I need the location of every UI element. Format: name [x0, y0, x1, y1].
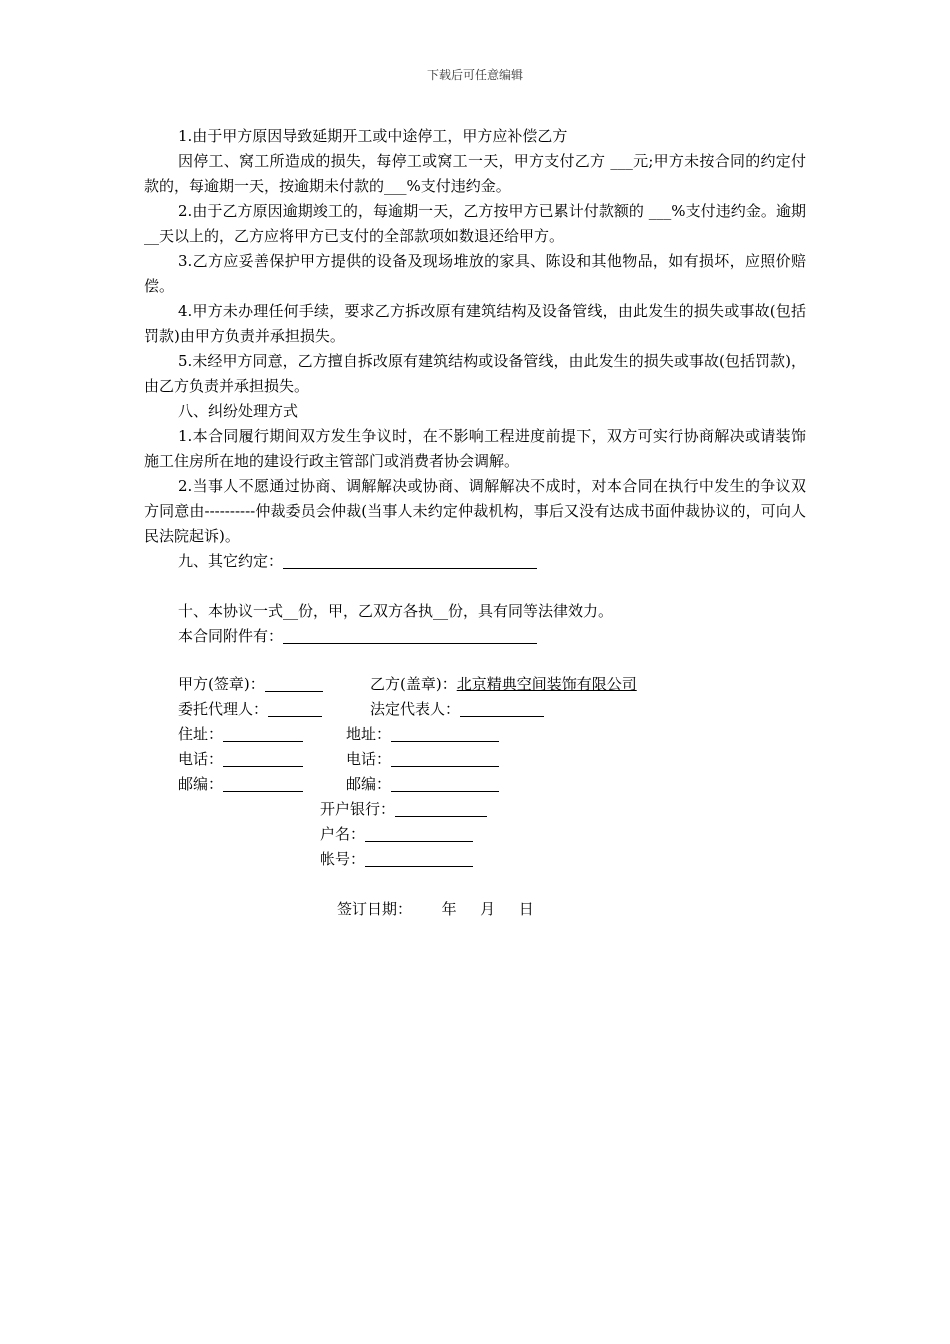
section-9-label: 九、其它约定： [178, 552, 284, 570]
agent-sign [178, 697, 322, 722]
account-no-label: 帐号： [320, 850, 366, 868]
phone-a [178, 747, 303, 772]
account-no-blank [365, 850, 473, 867]
address-a-label: 住址： [178, 725, 224, 743]
sign-date-label: 签订日期： [337, 900, 413, 918]
bank-blank [395, 800, 487, 817]
address-a-blank [223, 725, 303, 742]
sign-date-month: 月 [480, 900, 496, 918]
party-a-label: 甲方(签章)： [178, 675, 265, 693]
legal-rep-blank [460, 700, 544, 717]
address-b-label: 地址： [346, 725, 392, 743]
section-10: 十、本协议一式__份，甲，乙双方各执__份，具有同等法律效力。 [178, 602, 614, 620]
agent-blank [268, 700, 322, 717]
clause-3: 3.乙方应妥善保护甲方提供的设备及现场堆放的家具、陈设和其他物品，如有损坏，应照价赔偿。 [144, 252, 806, 295]
clause-5: 5.未经甲方同意，乙方擅自拆改原有建筑结构或设备管线，由此发生的损失或事故(包括罚款)，由乙方负责并承担损失。 [144, 352, 806, 395]
bank-label: 开户银行： [320, 800, 396, 818]
contract-body [144, 124, 806, 649]
clause-2: 2.由于乙方原因逾期竣工的，每逾期一天，乙方按甲方已累计付款额的 ___%支付违约金。逾期__天以上的，乙方应将甲方已支付的全部款项如数退还给甲方。 [144, 202, 806, 245]
phone-b [346, 747, 499, 772]
postcode-b [346, 772, 499, 797]
bank [320, 797, 487, 822]
page-header: 下载后可任意编辑 [426, 68, 523, 82]
party-b-label: 乙方(盖章)： [370, 675, 457, 693]
section-8-title: 八、纠纷处理方式 [178, 402, 299, 420]
phone-b-blank [391, 750, 499, 767]
postcode-b-blank [391, 775, 499, 792]
clause-4: 4.甲方未办理任何手续，要求乙方拆改原有建筑结构及设备管线，由此发生的损失或事故(包括罚款)由甲方负责并承担损失。 [144, 302, 806, 345]
postcode-a [178, 772, 303, 797]
legal-rep-label: 法定代表人： [370, 700, 461, 718]
legal-rep-sign [370, 697, 544, 722]
phone-a-label: 电话： [178, 750, 224, 768]
attachments [144, 624, 806, 649]
clause-1-line1: 1.由于甲方原因导致延期开工或中途停工，甲方应补偿乙方 [178, 127, 568, 145]
postcode-a-label: 邮编： [178, 775, 224, 793]
account-no [320, 847, 473, 872]
clause-1-line2: 因停工、窝工所造成的损失，每停工或窝工一天，甲方支付乙方 ___元;甲方未按合同的约定付款的，每逾期一天，按逾期未付款的___%支付违约金。 [144, 152, 806, 195]
agent-label: 委托代理人： [178, 700, 269, 718]
section-9-blank [283, 552, 537, 569]
section-8-item-2: 2.当事人不愿通过协商、调解解决或协商、调解解决不成时，对本合同在执行中发生的争议双方同意由----------仲裁委员会仲裁(当事人未约定仲裁机构，事后又没有达成书面仲裁协议的，可向人民法院起诉)。 [144, 477, 806, 545]
address-b-blank [391, 725, 499, 742]
sign-date-day: 日 [518, 900, 534, 918]
attachments-label: 本合同附件有： [178, 627, 284, 645]
party-b-company: 北京精典空间装饰有限公司 [456, 675, 637, 693]
phone-a-blank [223, 750, 303, 767]
sign-date [337, 897, 534, 922]
address-b [346, 722, 499, 747]
account-name [320, 822, 473, 847]
account-name-label: 户名： [320, 825, 366, 843]
section-8-item-1: 1.本合同履行期间双方发生争议时，在不影响工程进度前提下，双方可实行协商解决或请装饰施工住房所在地的建设行政主管部门或消费者协会调解。 [144, 427, 806, 470]
account-name-blank [365, 825, 473, 842]
sign-date-year: 年 [441, 900, 457, 918]
attachments-blank [283, 627, 537, 644]
section-9 [144, 549, 806, 574]
phone-b-label: 电话： [346, 750, 392, 768]
party-b-sign [370, 672, 637, 697]
postcode-a-blank [223, 775, 303, 792]
party-a-sign [178, 672, 323, 697]
party-a-blank [265, 675, 323, 692]
postcode-b-label: 邮编： [346, 775, 392, 793]
address-a [178, 722, 303, 747]
